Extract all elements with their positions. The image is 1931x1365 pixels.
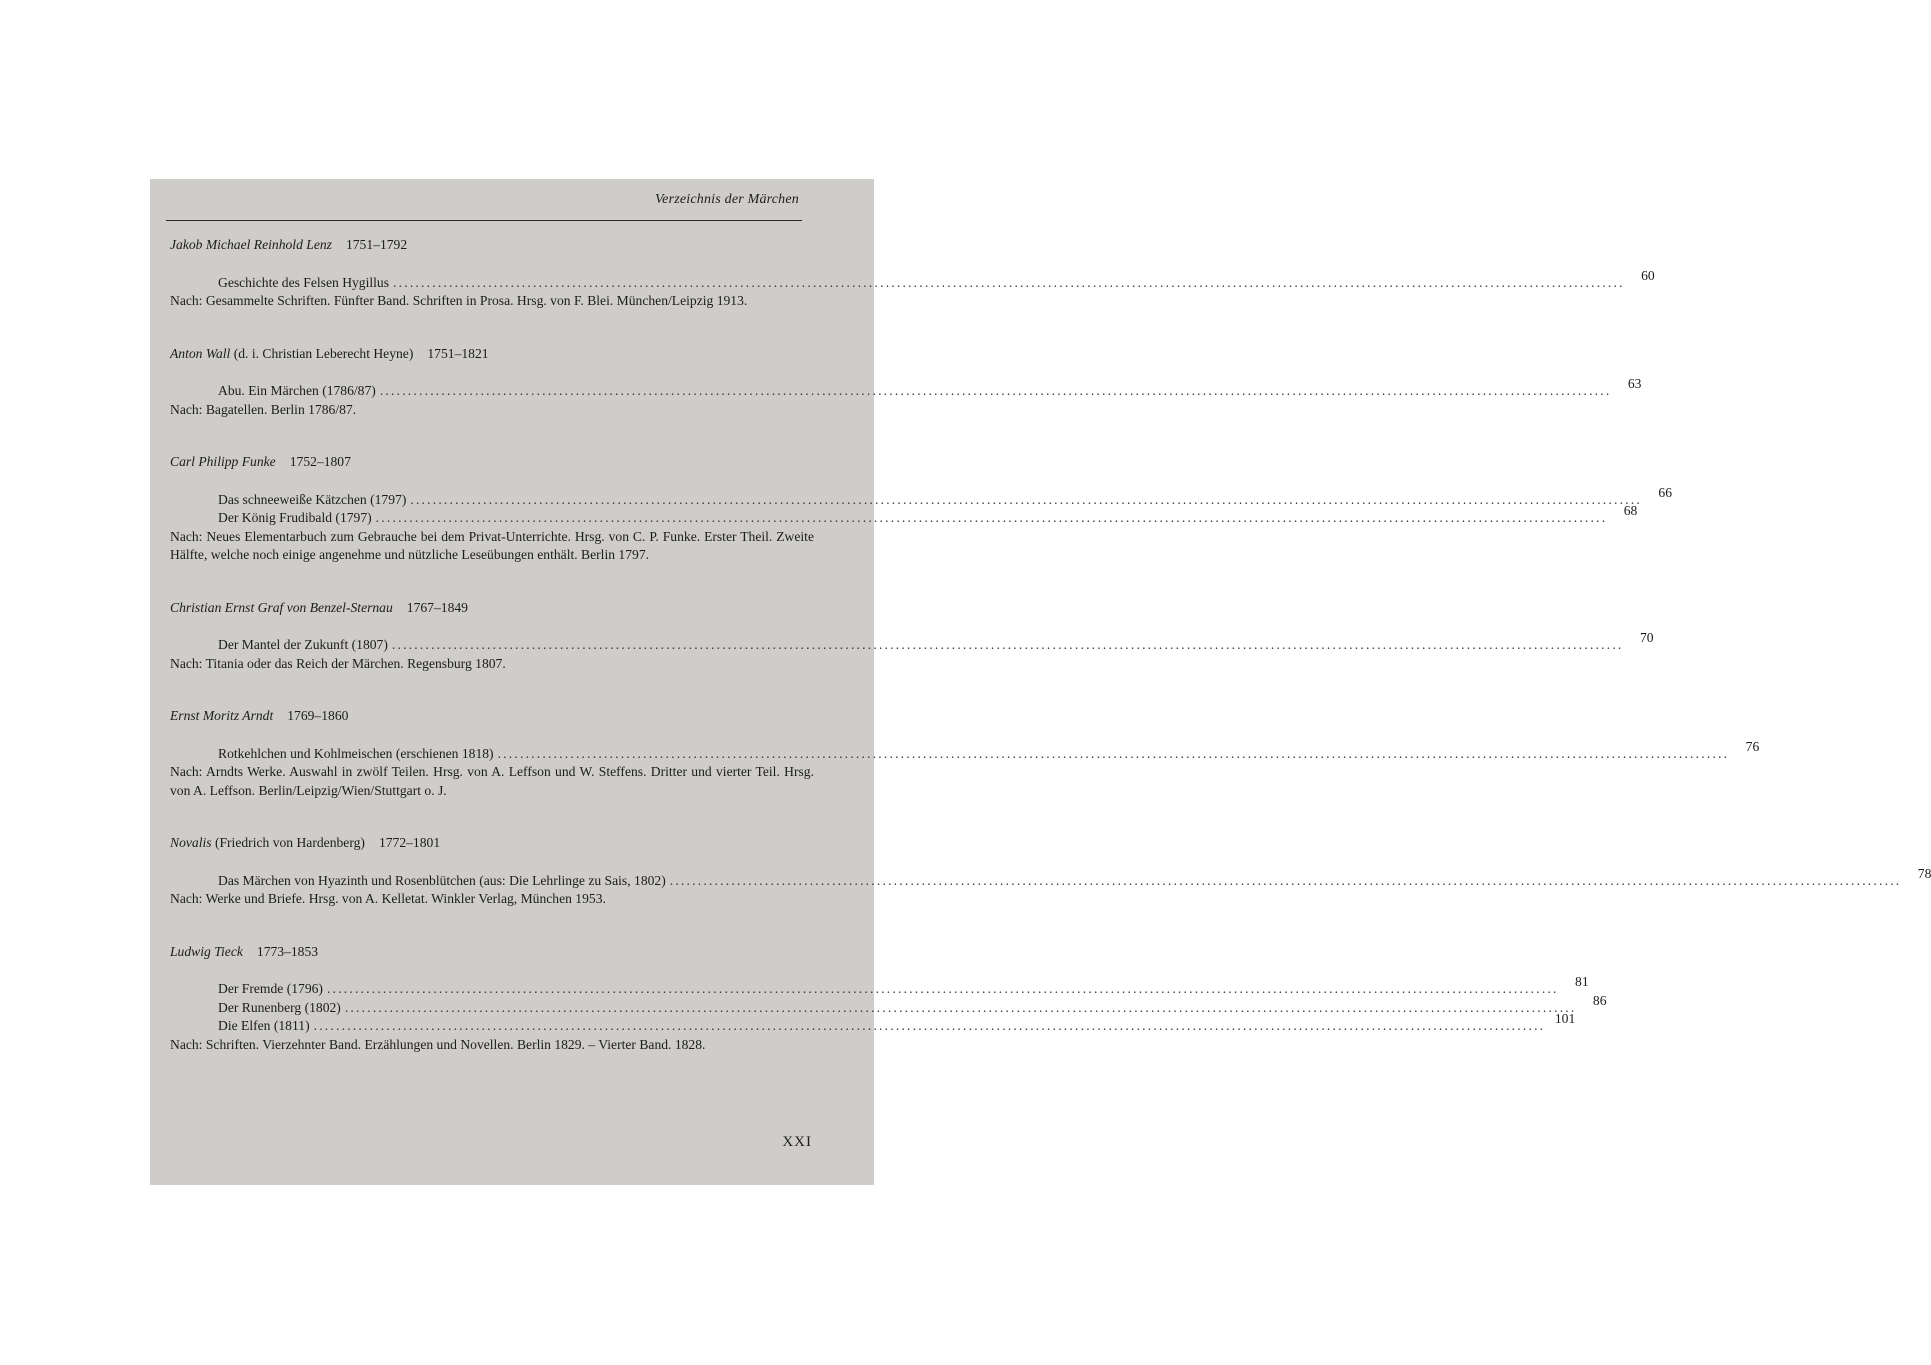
toc-section [170,345,1642,420]
toc-section [170,943,1607,1055]
author-name: Carl Philipp Funke [170,454,276,469]
toc-entry[interactable] [170,974,1589,999]
dot-leader: ............................................................................................................................................................................................................................ [410,491,1642,507]
toc-entry[interactable] [170,992,1607,1018]
author-name: Anton Wall [170,345,231,361]
author-line [170,345,814,364]
dot-leader: ............................................................................................................................................................................................................................ [326,981,1559,996]
toc-section [170,236,1655,311]
toc-entry[interactable] [170,1011,1576,1036]
entry-page-number: 60 [1641,267,1655,283]
toc-entry[interactable] [170,267,1655,293]
toc-section [170,599,1654,674]
entry-title: Rotkehlchen und Kohlmeischen (erschienen 1818) [218,745,494,761]
dot-leader: ............................................................................................................................................................................................................................ [379,383,1612,398]
author-line [170,707,814,726]
author-dates: 1769–1860 [287,708,349,723]
author-dates: 1751–1792 [345,237,408,252]
author-name: Ernst Moritz Arndt [170,708,274,723]
entry-page-number: 78 [1917,865,1931,881]
toc-section [170,707,1760,800]
source-note: Nach: Arndts Werke. Auswahl in zwölf Teilen. Hrsg. von A. Leffson und W. Steffens. Dritter und vierter Teil. Hrsg. von A. Leffson. Berlin/Leipzig/Wien/Stuttgart o. J. [170,764,814,798]
entry-title: Geschichte des Felsen Hygillus [218,274,390,290]
author-name: Ludwig Tieck [170,943,243,959]
running-header: Verzeichnis der Märchen [654,192,799,207]
author-line [170,599,814,618]
source-note: Nach: Gesammelte Schriften. Fünfter Band. Schriften in Prosa. Hrsg. von F. Blei. München/Leipzig 1913. [170,293,748,308]
entry-page-number: 68 [1623,503,1638,518]
dot-leader: ............................................................................................................................................................................................................................ [669,872,1902,888]
source-note: Nach: Werke und Briefe. Hrsg. von A. Kelletat. Winkler Verlag, München 1953. [170,891,606,906]
toc-entry[interactable] [170,503,1638,528]
entry-title: Die Elfen (1811) [218,1018,310,1033]
source-note: Nach: Schriften. Vierzehnter Band. Erzählungen und Novellen. Berlin 1829. – Vierter Band. 1828. [170,1036,706,1052]
entry-page-number: 86 [1592,992,1607,1008]
entry-page-number: 66 [1658,484,1672,500]
dot-leader: ............................................................................................................................................................................................................................ [375,510,1608,525]
source-note: Nach: Neues Elementarbuch zum Gebrauche bei dem Privat-Unterrichte. Hrsg. von C. P. Funke. Erster Theil. Zweite Hälfte, welche noch einige angenehme und nützliche Leseübungen enthält. Berlin 1797. [170,528,814,562]
toc-entry[interactable] [170,630,1654,655]
author-real-name: (Friedrich von Hardenberg) [211,835,365,850]
author-line [170,236,814,255]
dot-leader: ............................................................................................................................................................................................................................ [344,999,1577,1015]
source-note: Nach: Bagatellen. Berlin 1786/87. [170,401,357,417]
toc-section [170,453,1672,565]
author-dates: 1773–1853 [256,943,319,959]
dot-leader: ............................................................................................................................................................................................................................ [391,637,1624,652]
author-name: Jakob Michael Reinhold Lenz [170,237,332,252]
entry-page-number: 81 [1575,974,1589,989]
dot-leader: ............................................................................................................................................................................................................................ [393,274,1625,290]
page-number: XXI [782,1134,812,1150]
author-name: Christian Ernst Graf von Benzel-Sternau [170,599,393,615]
author-real-name: (d. i. Christian Leberecht Heyne) [230,345,414,361]
table-of-contents [170,236,1931,1088]
dot-leader: ............................................................................................................................................................................................................................ [313,1018,1546,1033]
entry-title: Abu. Ein Märchen (1786/87) [218,383,376,398]
author-line [170,834,814,853]
source-note: Nach: Titania oder das Reich der Märchen. Regensburg 1807. [170,655,506,671]
entry-title: Der König Frudibald (1797) [218,510,372,525]
entry-page-number: 63 [1627,376,1642,391]
toc-entry[interactable] [170,738,1760,764]
entry-page-number: 76 [1745,738,1760,754]
author-dates: 1751–1821 [427,345,489,361]
toc-entry[interactable] [170,865,1931,891]
entry-title: Der Fremde (1796) [218,981,323,996]
entry-title: Der Mantel der Zukunft (1807) [218,637,388,652]
book-page [150,179,1931,1185]
toc-entry[interactable] [170,484,1672,510]
toc-entry[interactable] [170,376,1642,401]
author-dates: 1772–1801 [378,835,441,850]
author-dates: 1752–1807 [289,454,351,469]
entry-title: Der Runenberg (1802) [218,999,341,1015]
author-name: Novalis [170,835,212,850]
entry-page-number: 70 [1639,630,1654,645]
author-dates: 1767–1849 [406,599,468,615]
author-line [170,453,814,472]
dot-leader: ............................................................................................................................................................................................................................ [497,745,1730,761]
author-line [170,943,814,962]
header-rule [166,220,802,221]
toc-section [170,834,1931,909]
entry-page-number: 101 [1554,1011,1576,1026]
entry-title: Das Märchen von Hyazinth und Rosenblütchen (aus: Die Lehrlinge zu Sais, 1802) [218,872,666,888]
entry-title: Das schneeweiße Kätzchen (1797) [218,491,407,507]
